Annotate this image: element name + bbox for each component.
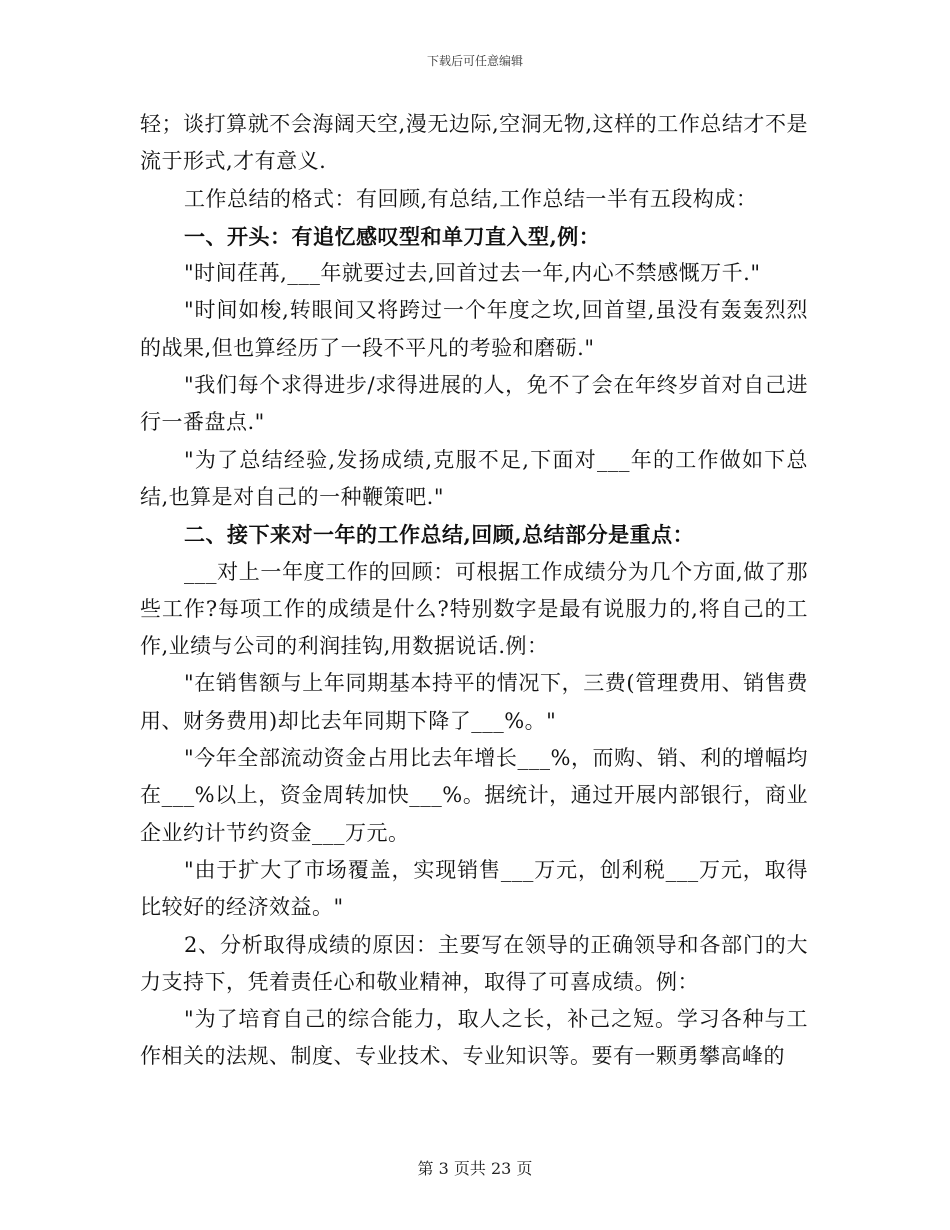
paragraph-9: "今年全部流动资金占用比去年增长___%，而购、销、利的增幅均在___%以上，资金周转加快___%。据统计，通过开展内部银行，商业企业约计节约资金___万元。 <box>140 746 808 845</box>
section-heading-2: 二、接下来对一年的工作总结,回顾,总结部分是重点： <box>184 522 695 548</box>
section-heading-1: 一、开头：有追忆感叹型和单刀直入型,例： <box>184 223 601 249</box>
paragraph-6: "为了总结经验,发扬成绩,克服不足,下面对___年的工作做如下总结,也算是对自己的一种鞭策吧." <box>140 447 808 509</box>
paragraph-12: "为了培育自己的综合能力，取人之长，补己之短。学习各种与工作相关的法规、制度、专业技术、专业知识等。要有一颗勇攀高峰的 <box>140 1007 808 1069</box>
paragraph-2: 工作总结的格式：有回顾,有总结,工作总结一半有五段构成： <box>184 186 758 211</box>
paragraph-3: "时间荏苒,___年就要过去,回首过去一年,内心不禁感慨万千." <box>184 261 761 286</box>
document-body <box>140 106 808 1076</box>
paragraph-1: 轻；谈打算就不会海阔天空,漫无边际,空洞无物,这样的工作总结才不是流于形式,才有意义. <box>140 112 808 174</box>
page-footer: 第 3 页共 23 页 <box>417 1159 533 1178</box>
paragraph-10: "由于扩大了市场覆盖，实现销售___万元，创利税___万元，取得比较好的经济效益。" <box>140 857 808 920</box>
page-header: 下载后可任意编辑 <box>426 54 523 68</box>
paragraph-4: "时间如梭,转眼间又将跨过一个年度之坎,回首望,虽没有轰轰烈烈的战果,但也算经历了一段不平凡的考验和磨砺." <box>140 298 808 360</box>
paragraph-8: "在销售额与上年同期基本持平的情况下，三费(管理费用、销售费用、财务费用)却比去年同期下降了___%。" <box>140 671 808 733</box>
paragraph-11: 2、分析取得成绩的原因：主要写在领导的正确领导和各部门的大力支持下，凭着责任心和敬业精神，取得了可喜成绩。例： <box>140 932 808 994</box>
paragraph-7: ___对上一年度工作的回顾：可根据工作成绩分为几个方面,做了那些工作?每项工作的成绩是什么?特别数字是最有说服力的,将自己的工作,业绩与公司的利润挂钩,用数据说话.例： <box>140 559 808 659</box>
paragraph-5: "我们每个求得进步/求得进展的人，免不了会在年终岁首对自己进行一番盘点." <box>140 373 808 435</box>
